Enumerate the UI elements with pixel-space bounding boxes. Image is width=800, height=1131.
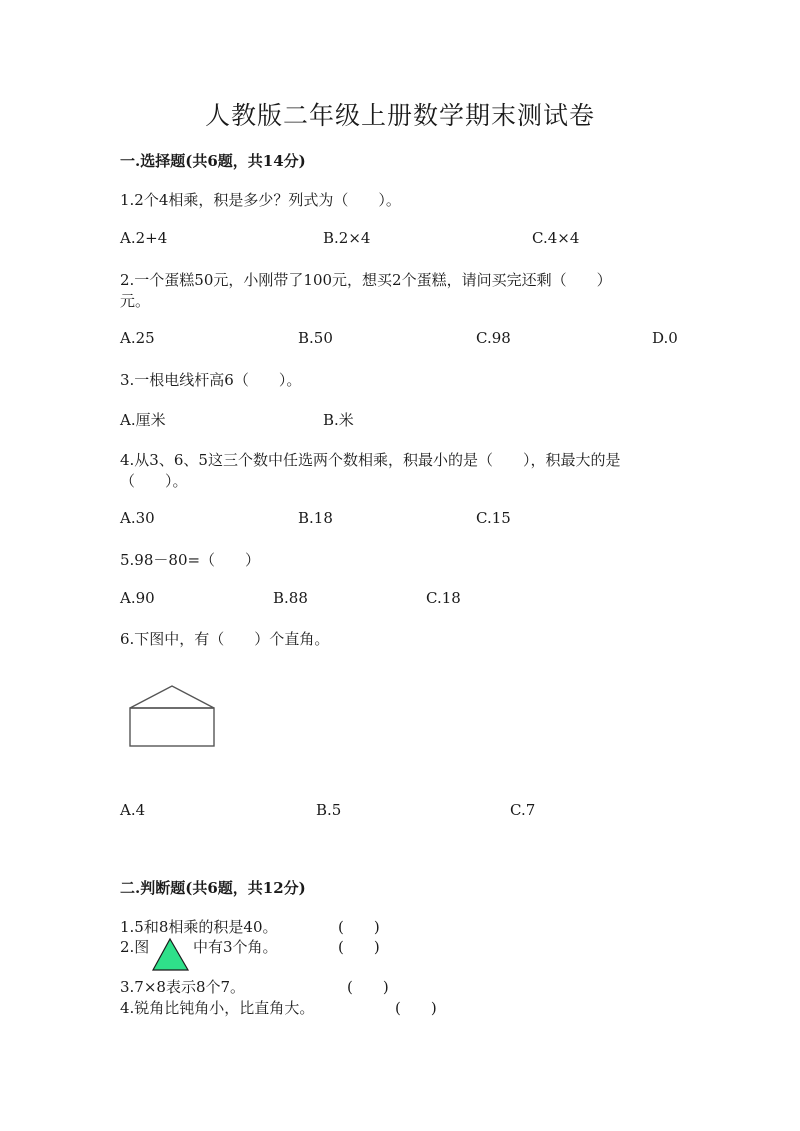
judge-2-part-b: 中有3个角。 [193,938,278,956]
judge-4: 4.锐角比钝角小，比直角大。 [120,999,315,1017]
section2-heading: 二.判断题(共6题，共12分) [120,879,306,897]
q2-option-a: A.25 [120,329,155,347]
house-body [130,708,214,746]
q4-option-a: A.30 [120,509,155,527]
question-1: 1.2个4相乘，积是多少？列式为（ ）。 [120,191,401,209]
q5-option-a: A.90 [120,589,155,607]
judge-1-bracket: ( ) [338,918,380,936]
q2-option-c: C.98 [476,329,511,347]
question-3: 3.一根电线杆高6（ ）。 [120,371,302,389]
judge-3-bracket: ( ) [347,978,389,996]
judge-3: 3.7×8表示8个7。 [120,978,246,996]
q6-option-c: C.7 [510,801,536,819]
q6-option-a: A.4 [120,801,146,819]
judge-1: 1.5和8相乘的积是40。 [120,918,278,936]
judge-2-bracket: ( ) [338,938,380,956]
q6-option-b: B.5 [316,801,342,819]
q3-option-b: B.米 [323,411,354,429]
question-5: 5.98－80=（ ） [120,551,261,569]
judge-4-bracket: ( ) [395,999,437,1017]
page-title: 人教版二年级上册数学期末测试卷 [204,101,595,130]
q1-option-b: B.2×4 [323,229,371,247]
judge-2-part-a: 2.图 [120,938,150,956]
section1-heading: 一.选择题(共6题，共14分) [120,152,306,170]
house-figure [125,682,225,752]
house-roof [130,686,214,708]
q3-option-a: A.厘米 [120,411,166,429]
green-triangle-icon [151,937,191,973]
question-6: 6.下图中，有（ ）个直角。 [120,630,330,648]
question-2-line2: 元。 [120,292,151,310]
q2-option-d: D.0 [652,329,678,347]
q2-option-b: B.50 [298,329,333,347]
q1-option-a: A.2+4 [120,229,168,247]
q5-option-c: C.18 [426,589,461,607]
q5-option-b: B.88 [273,589,308,607]
question-2-line1: 2.一个蛋糕50元，小刚带了100元，想买2个蛋糕，请问买完还剩（ ） [120,271,612,289]
q1-option-c: C.4×4 [532,229,580,247]
question-4-line2: （ ）。 [120,472,188,490]
question-4-line1: 4.从3、6、5这三个数中任选两个数相乘，积最小的是（ ），积最大的是 [120,451,621,469]
q4-option-b: B.18 [298,509,333,527]
q4-option-c: C.15 [476,509,511,527]
